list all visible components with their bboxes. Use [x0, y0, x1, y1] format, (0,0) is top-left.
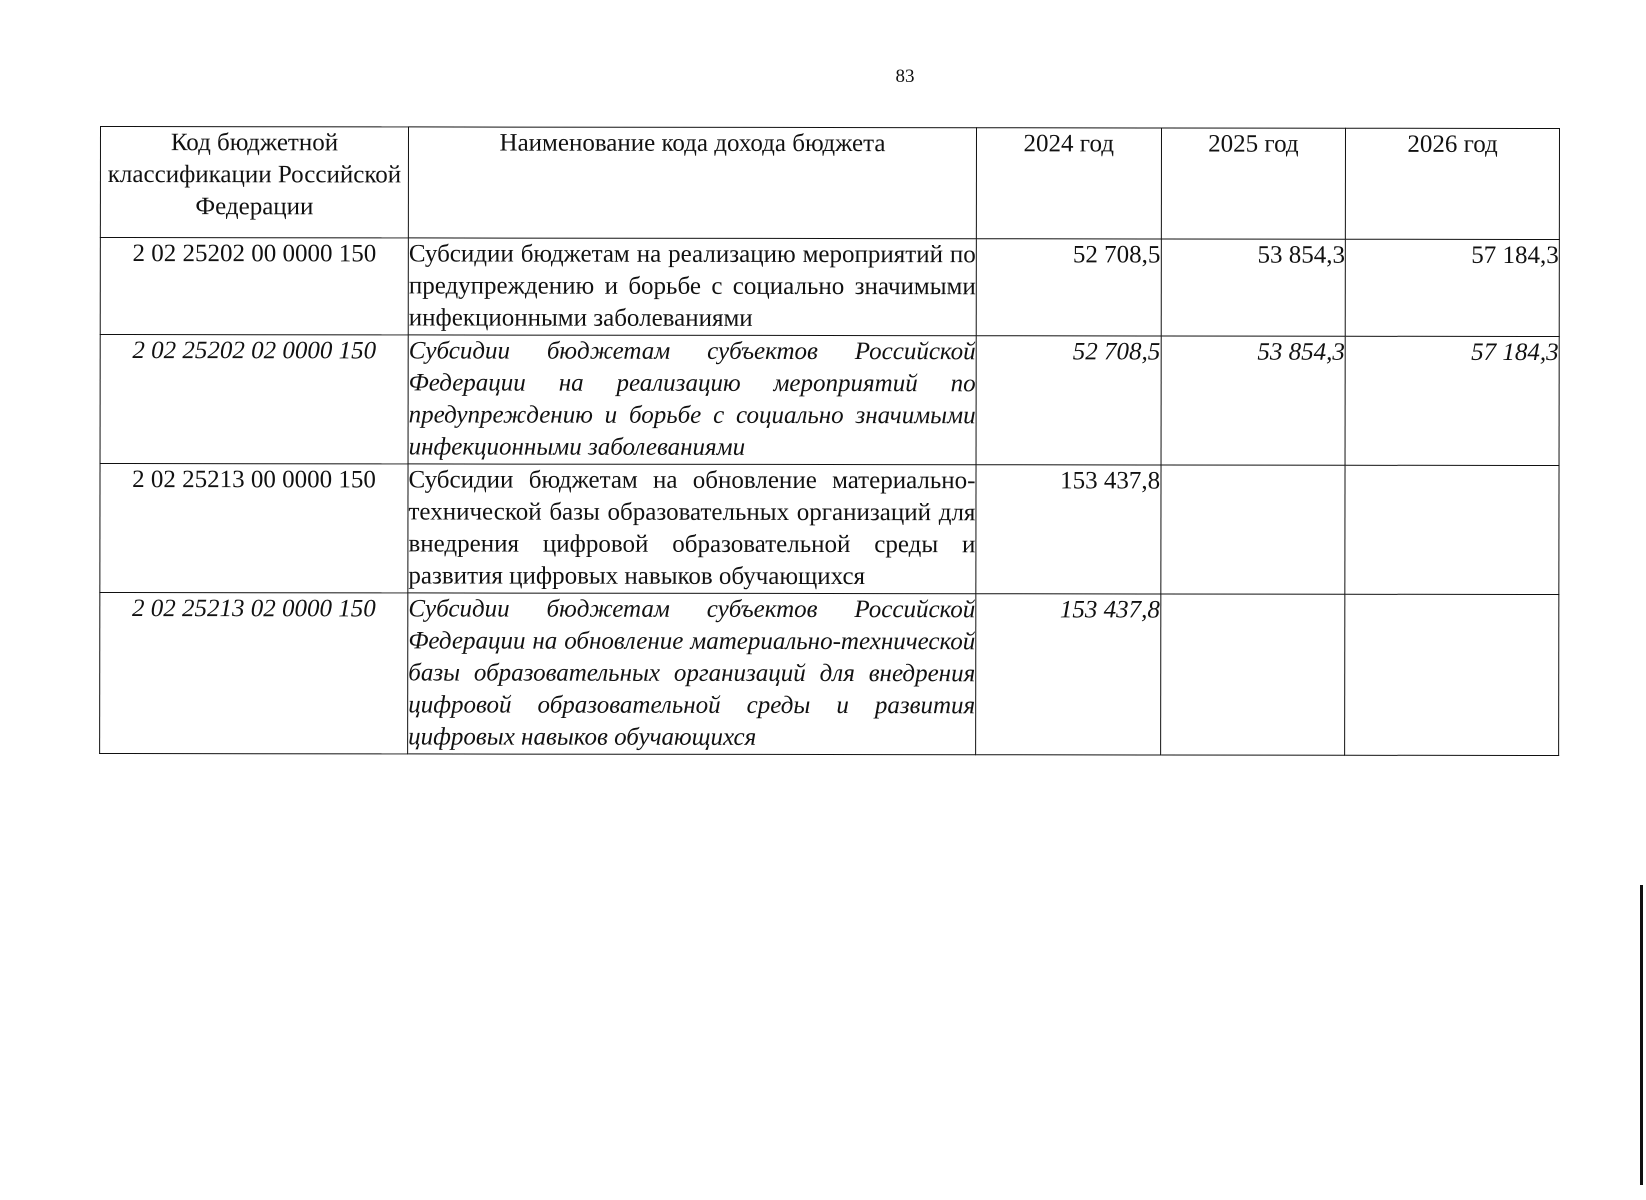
cell-value-2026: 57 184,3: [1345, 239, 1559, 336]
table-row: [100, 593, 1559, 756]
table-row: [100, 335, 1559, 466]
cell-code: 2 02 25202 02 0000 150: [100, 335, 408, 464]
header-name: Наименование кода дохода бюджета: [408, 127, 976, 239]
scan-edge-mark: [1640, 885, 1643, 1185]
cell-name: Субсидии бюджетам на реализацию мероприятий по предупреждению и борьбе с социально значимыми инфекционными заболеваниями: [408, 238, 976, 336]
page-number: 83: [895, 66, 915, 87]
table-header-row: [100, 127, 1559, 240]
cell-value-2024: 153 437,8: [976, 594, 1161, 755]
cell-value-2025: 53 854,3: [1161, 239, 1346, 336]
cell-name: Субсидии бюджетам на обновление материально-технической базы образовательных организаций для внедрения цифровой образовательной среды и развития цифровых навыков обучающихся: [408, 464, 976, 594]
table-row: [100, 238, 1559, 337]
cell-name: Субсидии бюджетам субъектов Российской Федерации на обновление материально-технической базы образовательных организаций для внедрения цифровой образовательной среды и развития цифровых навыков обучающихся: [408, 593, 976, 755]
cell-value-2025: 53 854,3: [1161, 336, 1346, 465]
cell-value-2026: 57 184,3: [1345, 336, 1559, 465]
table-row: [100, 464, 1559, 595]
header-code: Код бюджетной классификации Российской Федерации: [100, 127, 408, 238]
cell-value-2026: [1345, 465, 1559, 594]
cell-code: 2 02 25202 00 0000 150: [100, 238, 408, 335]
cell-value-2025: [1160, 594, 1345, 755]
cell-name: Субсидии бюджетам субъектов Российской Федерации на реализацию мероприятий по предупреждению и борьбе с социально значимыми инфекционными заболеваниями: [408, 335, 976, 465]
cell-value-2025: [1160, 465, 1345, 594]
cell-code: 2 02 25213 02 0000 150: [100, 593, 408, 754]
cell-value-2024: 52 708,5: [976, 336, 1161, 465]
cell-value-2024: 52 708,5: [976, 239, 1161, 336]
header-year-2024: 2024 год: [976, 128, 1161, 239]
budget-revenue-table: [99, 126, 1560, 756]
cell-code: 2 02 25213 00 0000 150: [100, 464, 408, 593]
cell-value-2024: 153 437,8: [976, 465, 1161, 594]
header-year-2025: 2025 год: [1161, 128, 1346, 239]
header-year-2026: 2026 год: [1346, 128, 1560, 239]
cell-value-2026: [1345, 594, 1559, 755]
